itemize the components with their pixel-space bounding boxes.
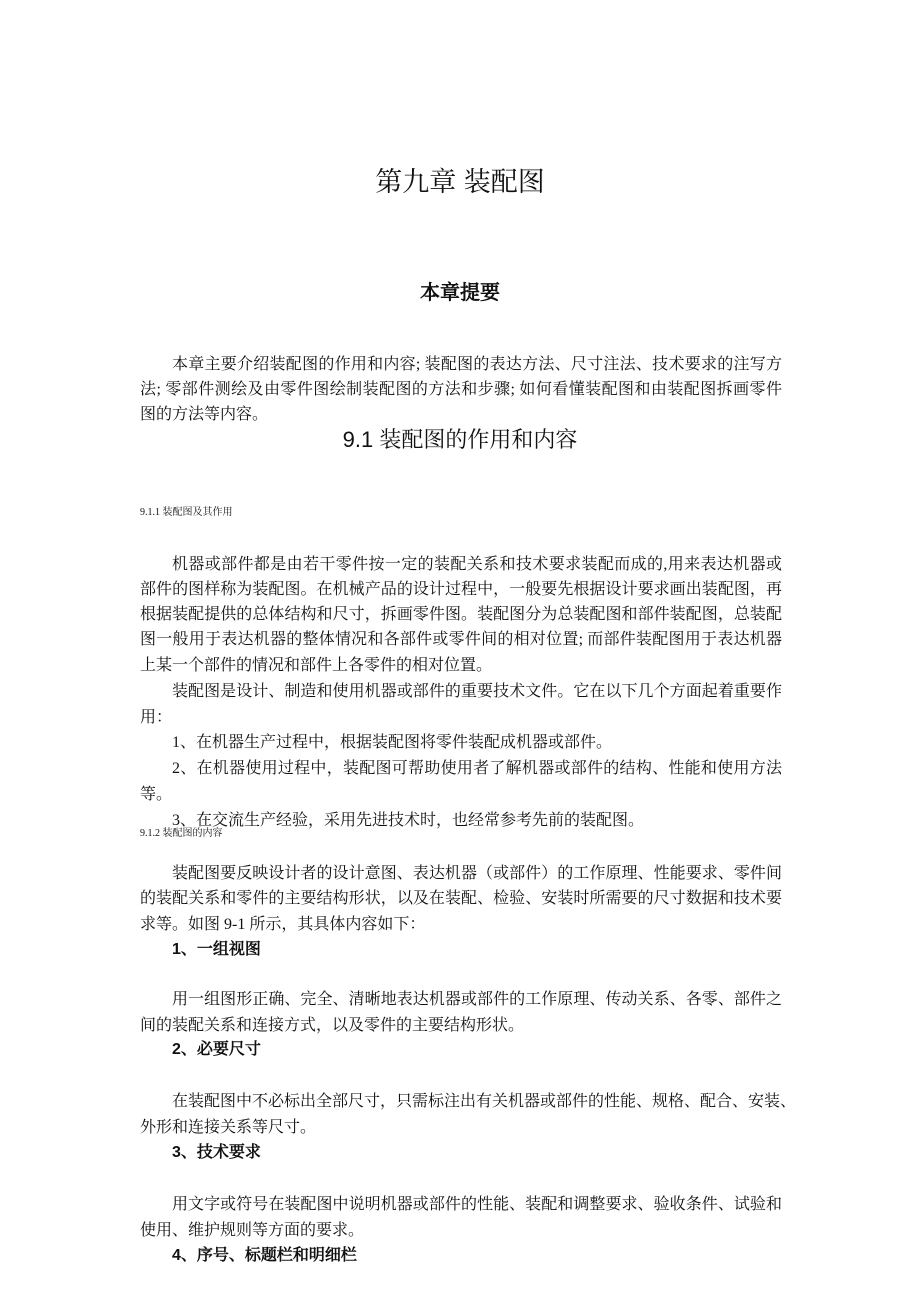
- summary-heading: 本章提要: [420, 282, 500, 304]
- paragraph-line: 外形和连接关系等尺寸。: [140, 1119, 317, 1136]
- content-heading: 1、一组视图: [172, 941, 261, 958]
- paragraph-line: 根据装配提供的总体结构和尺寸，拆画零件图。装配图分为总装配图和部件装配图，总装配: [140, 606, 782, 623]
- paragraph-line: 机器或部件都是由若干零件按一定的装配关系和技术要求装配而成的,用来表达机器或: [172, 556, 782, 573]
- paragraph-line: 在装配图中不必标出全部尺寸，只需标注出有关机器或部件的性能、规格、配合、安装、: [172, 1093, 797, 1110]
- content-heading: 3、技术要求: [172, 1144, 261, 1161]
- subsection-heading: 9.1.1 装配图及其作用: [140, 507, 233, 518]
- list-item: 等。: [140, 786, 173, 803]
- paragraph-line: 的装配关系和零件的主要结构形状，以及在装配、检验、安装时所需要的尺寸数据和技术要: [140, 890, 782, 907]
- paragraph-line: 装配图要反映设计者的设计意图、表达机器（或部件）的工作原理、性能要求、零件间: [172, 865, 782, 882]
- summary-line: 法; 零部件测绘及由零件图绘制装配图的方法和步骤; 如何看懂装配图和由装配图拆画零件: [140, 381, 782, 398]
- section-heading: 9.1 装配图的作用和内容: [342, 427, 578, 452]
- summary-line: 图的方法等内容。: [140, 406, 269, 423]
- paragraph-line: 用文字或符号在装配图中说明机器或部件的性能、装配和调整要求、验收条件、试验和: [172, 1196, 782, 1213]
- content-heading: 2、必要尺寸: [172, 1041, 261, 1058]
- paragraph-line: 间的装配关系和连接方式，以及零件的主要结构形状。: [140, 1017, 525, 1034]
- summary-line: 本章主要介绍装配图的作用和内容; 装配图的表达方法、尺寸注法、技术要求的注写方: [172, 356, 782, 373]
- list-item: 2、在机器使用过程中，装配图可帮助使用者了解机器或部件的结构、性能和使用方法: [172, 760, 782, 777]
- chapter-title: 第九章 装配图: [375, 167, 545, 197]
- content-heading: 4、序号、标题栏和明细栏: [172, 1247, 357, 1264]
- subsection-heading: 9.1.2 装配图的内容: [140, 828, 223, 839]
- paragraph-line: 求等。如图 9-1 所示，其具体内容如下：: [140, 916, 426, 933]
- paragraph-line: 部件的图样称为装配图。在机械产品的设计过程中，一般要先根据设计要求画出装配图，再: [140, 581, 782, 598]
- paragraph-line: 用一组图形正确、完全、清晰地表达机器或部件的工作原理、传动关系、各零、部件之: [172, 991, 782, 1008]
- paragraph-line: 装配图是设计、制造和使用机器或部件的重要技术文件。它在以下几个方面起着重要作: [172, 683, 782, 700]
- paragraph-line: 用：: [140, 709, 173, 726]
- list-item: 3、在交流生产经验，采用先进技术时，也经常参考先前的装配图。: [172, 812, 645, 829]
- paragraph-line: 图一般用于表达机器的整体情况和各部件或零件间的相对位置; 而部件装配图用于表达机器: [140, 631, 782, 648]
- paragraph-line: 上某一个部件的情况和部件上各零件的相对位置。: [140, 657, 493, 674]
- paragraph-line: 使用、维护规则等方面的要求。: [140, 1222, 365, 1239]
- list-item: 1、在机器生产过程中，根据装配图将零件装配成机器或部件。: [172, 734, 613, 751]
